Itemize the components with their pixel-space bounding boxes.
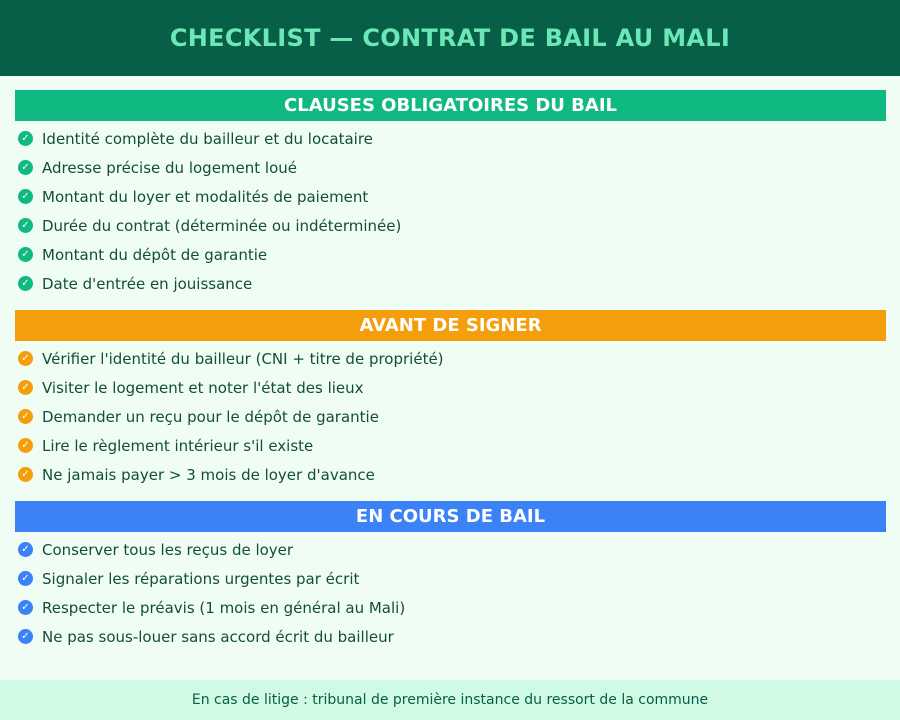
checklist-item-label: Montant du loyer et modalités de paiement xyxy=(42,188,369,206)
check-circle-icon: ✓ xyxy=(18,351,33,366)
checklist-item-label: Vérifier l'identité du bailleur (CNI + titre de propriété) xyxy=(42,350,444,368)
checklist-item-label: Adresse précise du logement loué xyxy=(42,159,297,177)
section-title: AVANT DE SIGNER xyxy=(359,315,542,336)
section-header xyxy=(15,90,886,121)
page-footer xyxy=(0,680,900,720)
section-header xyxy=(15,501,886,532)
checklist-item-label: Identité complète du bailleur et du locataire xyxy=(42,130,373,148)
section-header xyxy=(15,310,886,341)
section-en-cours-de-bail xyxy=(15,501,886,650)
checklist-item-label: Respecter le préavis (1 mois en général au Mali) xyxy=(42,599,406,617)
checklist-item xyxy=(15,534,886,563)
checklist-item xyxy=(15,459,886,488)
check-circle-icon: ✓ xyxy=(18,160,33,175)
checklist-item xyxy=(15,152,886,181)
check-circle-icon: ✓ xyxy=(18,467,33,482)
check-circle-icon: ✓ xyxy=(18,380,33,395)
check-circle-icon: ✓ xyxy=(18,600,33,615)
checklist-item xyxy=(15,210,886,239)
check-circle-icon: ✓ xyxy=(18,409,33,424)
checklist-item-label: Ne jamais payer > 3 mois de loyer d'avance xyxy=(42,466,375,484)
section-avant-de-signer xyxy=(15,310,886,488)
checklist-item xyxy=(15,592,886,621)
section-title: EN COURS DE BAIL xyxy=(355,506,546,527)
check-circle-icon: ✓ xyxy=(18,218,33,233)
checklist-item-label: Montant du dépôt de garantie xyxy=(42,246,268,264)
check-circle-icon: ✓ xyxy=(18,542,33,557)
checklist-item-label: Date d'entrée en jouissance xyxy=(42,275,253,293)
footer-note: En cas de litige : tribunal de première instance du ressort de la commune xyxy=(191,692,709,708)
checklist-item xyxy=(15,621,886,650)
checklist-item xyxy=(15,401,886,430)
checklist-item-label: Visiter le logement et noter l'état des lieux xyxy=(42,379,364,397)
check-circle-icon: ✓ xyxy=(18,571,33,586)
section-clauses-obligatoires xyxy=(15,90,886,297)
checklist-item xyxy=(15,343,886,372)
checklist xyxy=(15,343,886,488)
check-circle-icon: ✓ xyxy=(18,276,33,291)
check-circle-icon: ✓ xyxy=(18,247,33,262)
checklist-item xyxy=(15,123,886,152)
section-title: CLAUSES OBLIGATOIRES DU BAIL xyxy=(284,95,617,116)
check-circle-icon: ✓ xyxy=(18,629,33,644)
checklist-item-label: Ne pas sous-louer sans accord écrit du bailleur xyxy=(42,628,394,646)
check-circle-icon: ✓ xyxy=(18,438,33,453)
check-circle-icon: ✓ xyxy=(18,131,33,146)
checklist xyxy=(15,534,886,650)
check-circle-icon: ✓ xyxy=(18,189,33,204)
checklist-item-label: Durée du contrat (déterminée ou indéterminée) xyxy=(42,217,402,235)
checklist-item xyxy=(15,372,886,401)
checklist-item xyxy=(15,563,886,592)
checklist xyxy=(15,123,886,297)
checklist-item-label: Signaler les réparations urgentes par écrit xyxy=(42,570,360,588)
page-title: CHECKLIST — CONTRAT DE BAIL AU MALI xyxy=(169,24,731,52)
checklist-item-label: Demander un reçu pour le dépôt de garantie xyxy=(42,408,379,426)
checklist-item xyxy=(15,430,886,459)
checklist-item xyxy=(15,239,886,268)
checklist-item-label: Conserver tous les reçus de loyer xyxy=(42,541,294,559)
checklist-item xyxy=(15,268,886,297)
checklist-item xyxy=(15,181,886,210)
checklist-item-label: Lire le règlement intérieur s'il existe xyxy=(42,437,314,455)
page-header xyxy=(0,0,900,76)
